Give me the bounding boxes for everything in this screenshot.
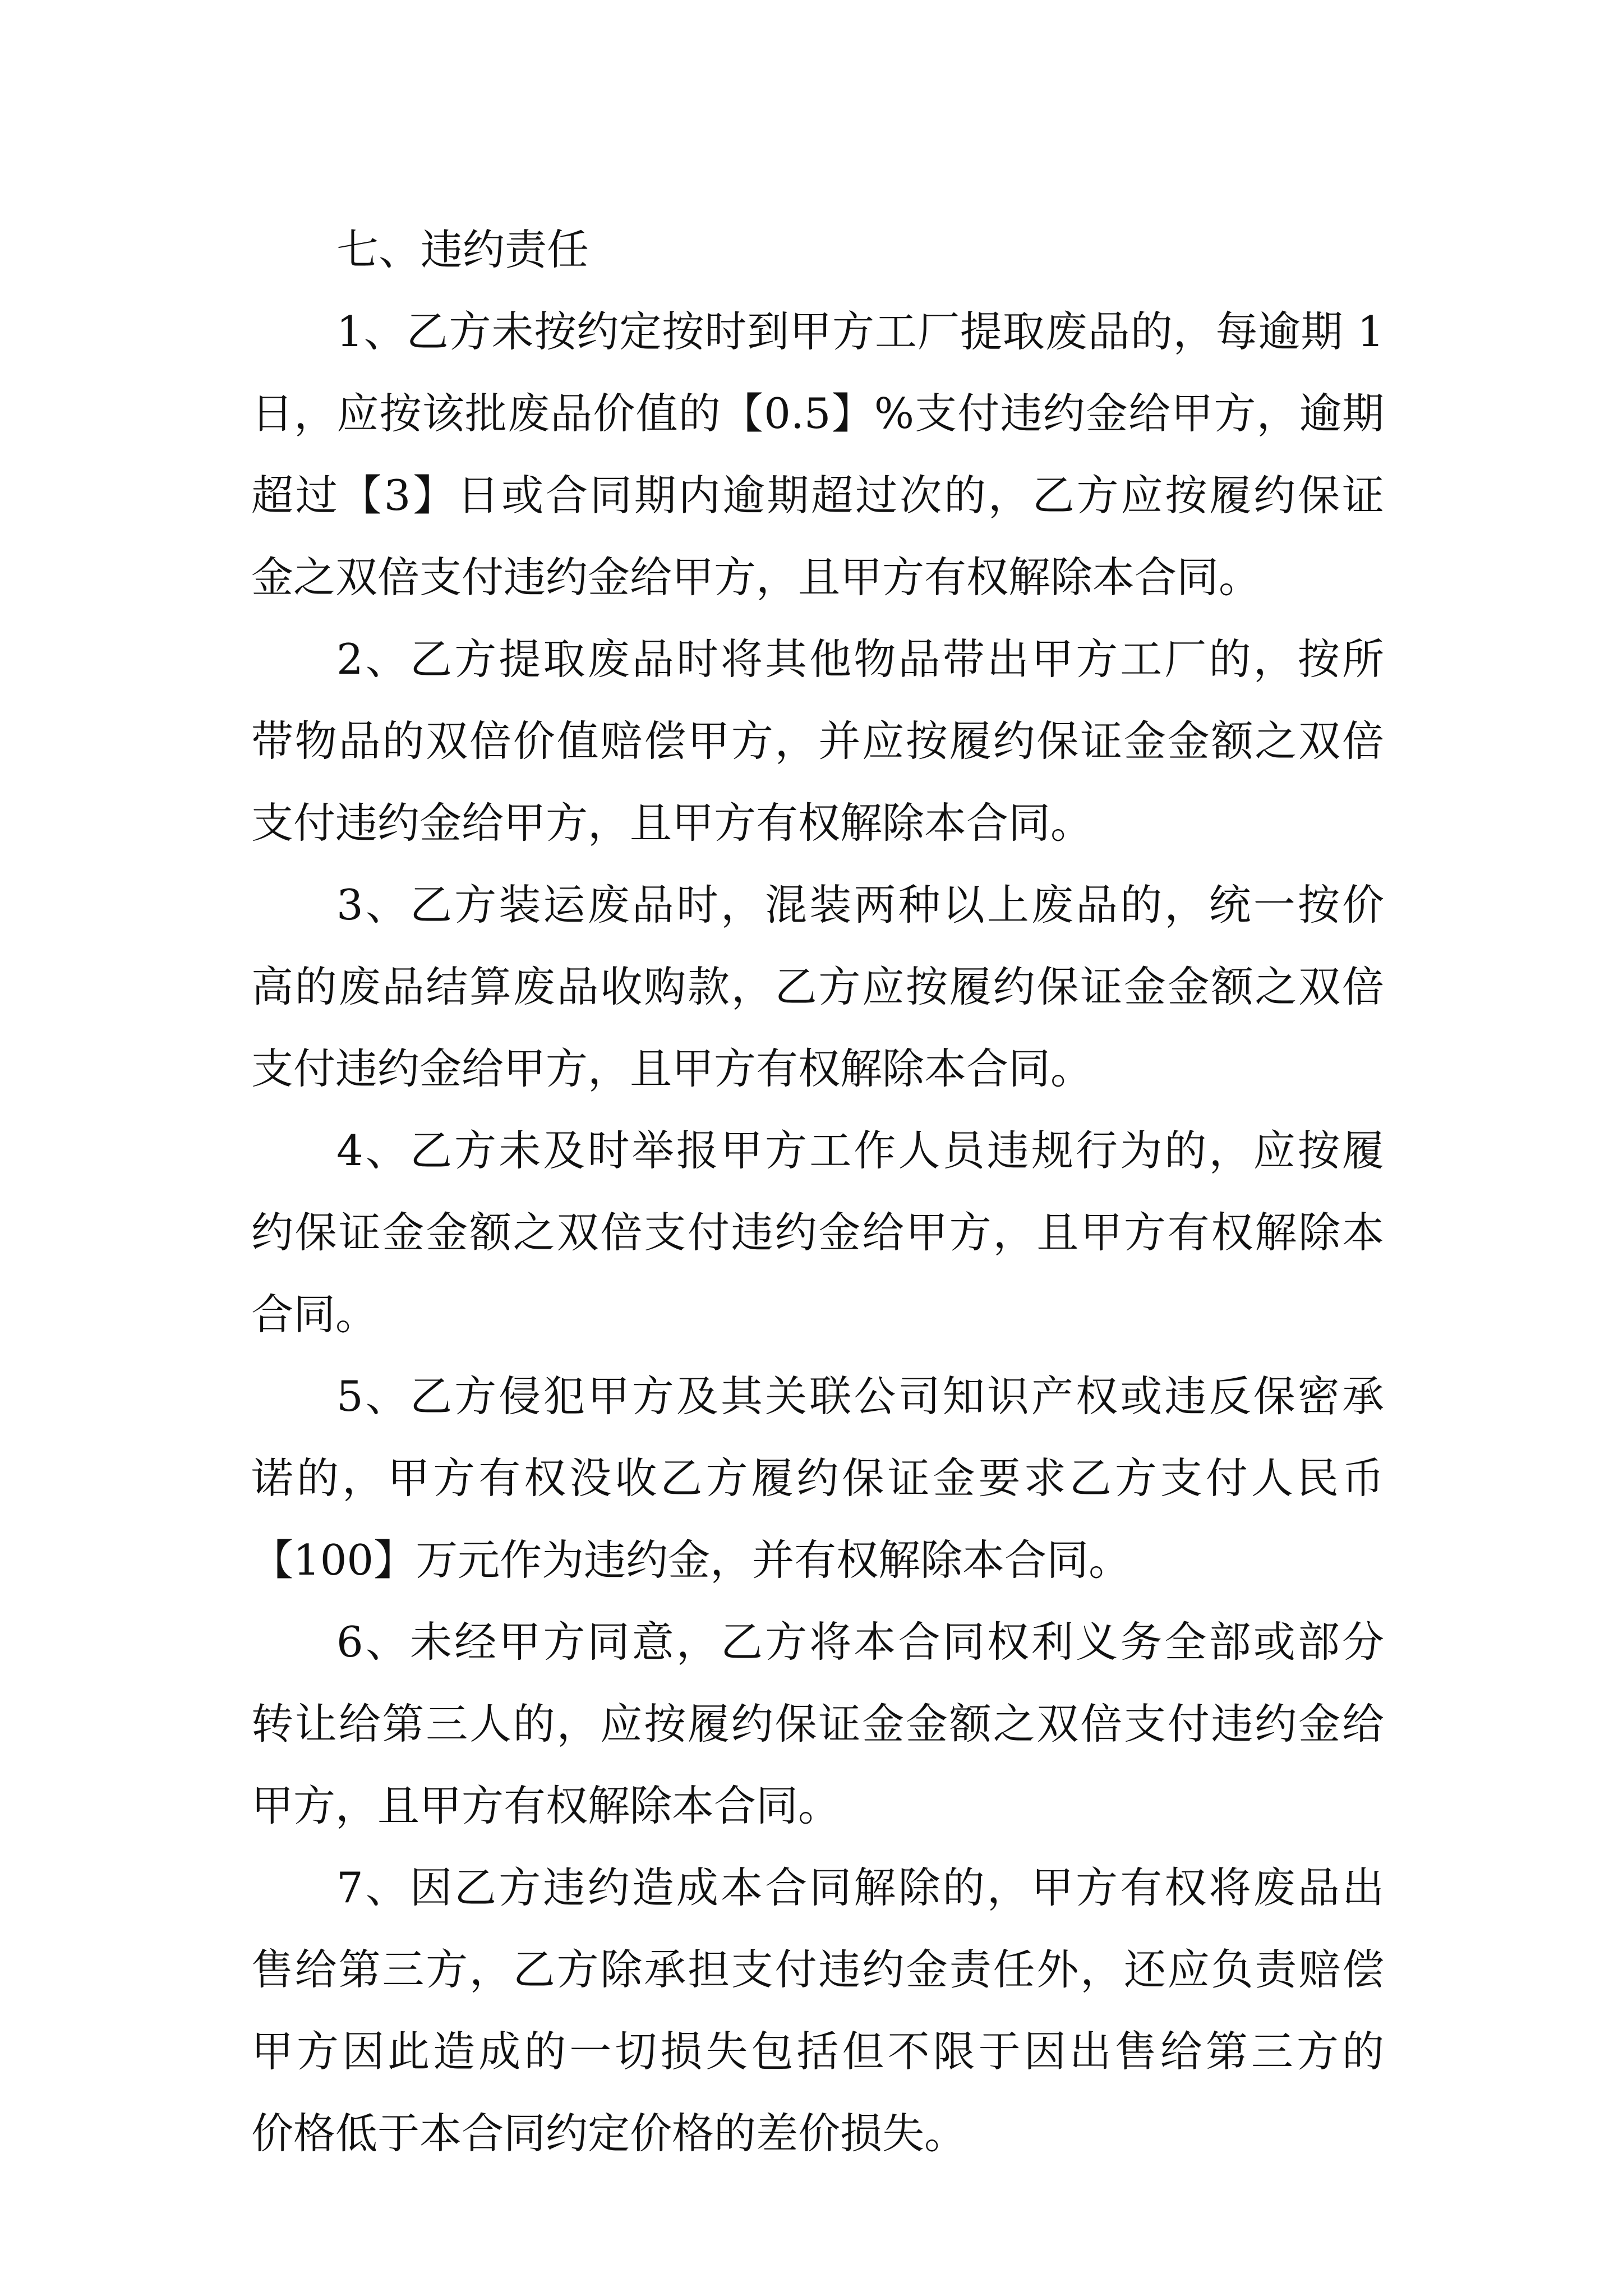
clause-line: 支付违约金给甲方，且甲方有权解除本合同。	[251, 798, 1093, 848]
clause-line: 带物品的双倍价值赔偿甲方，并应按履约保证金金额之双倍	[251, 716, 1384, 766]
clause-line: 2、乙方提取废品时将其他物品带出甲方工厂的，按所	[336, 634, 1384, 684]
clause-2	[251, 618, 1384, 864]
clause-line: 支付违约金给甲方，且甲方有权解除本合同。	[251, 1044, 1093, 1093]
clause-5	[251, 1355, 1384, 1601]
clause-line: 日，应按该批废品价值的【0.5】%支付违约金给甲方，逾期	[251, 389, 1384, 438]
clause-6	[251, 1601, 1384, 1847]
clause-line: 合同。	[251, 1290, 378, 1339]
clause-line: 转让给第三人的，应按履约保证金金额之双倍支付违约金给	[251, 1699, 1384, 1749]
clause-line: 金之双倍支付违约金给甲方，且甲方有权解除本合同。	[251, 553, 1261, 602]
clause-line: 6、未经甲方同意，乙方将本合同权利义务全部或部分	[336, 1617, 1384, 1667]
clause-line: 5、乙方侵犯甲方及其关联公司知识产权或违反保密承	[336, 1372, 1384, 1421]
clause-line: 超过【3】日或合同期内逾期超过次的，乙方应按履约保证	[251, 471, 1384, 520]
clause-line: 约保证金金额之双倍支付违约金给甲方，且甲方有权解除本	[251, 1208, 1384, 1257]
clause-line: 7、因乙方违约造成本合同解除的，甲方有权将废品出	[336, 1863, 1384, 1912]
clause-line: 3、乙方装运废品时，混装两种以上废品的，统一按价	[336, 880, 1384, 930]
clause-line: 甲方因此造成的一切损失包括但不限于因出售给第三方的	[251, 2027, 1384, 2076]
clause-7	[251, 1847, 1384, 2174]
document-body	[251, 209, 1384, 2174]
clause-line: 售给第三方，乙方除承担支付违约金责任外，还应负责赔偿	[251, 1945, 1384, 1994]
clause-line: 高的废品结算废品收购款，乙方应按履约保证金金额之双倍	[251, 962, 1384, 1011]
clause-line: 【100】万元作为违约金，并有权解除本合同。	[251, 1535, 1131, 1585]
clause-line: 4、乙方未及时举报甲方工作人员违规行为的，应按履	[336, 1126, 1384, 1175]
clause-line: 诺的，甲方有权没收乙方履约保证金要求乙方支付人民币	[251, 1453, 1384, 1503]
clause-1	[251, 291, 1384, 618]
clause-line: 1、乙方未按约定按时到甲方工厂提取废品的，每逾期 1	[336, 307, 1384, 356]
section-heading: 七、违约责任	[336, 225, 589, 274]
clause-line: 甲方，且甲方有权解除本合同。	[251, 1781, 841, 1830]
clause-3	[251, 864, 1384, 1110]
clause-line: 价格低于本合同约定价格的差价损失。	[251, 2109, 967, 2158]
clause-4	[251, 1110, 1384, 1355]
